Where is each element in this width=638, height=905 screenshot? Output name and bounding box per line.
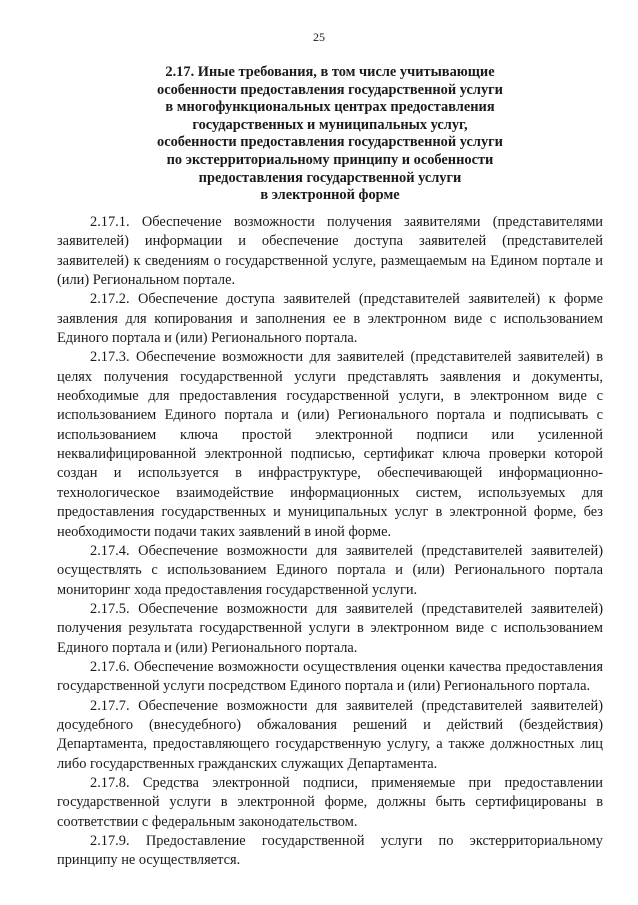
page-number: 25 — [313, 30, 325, 44]
paragraph-2-17-2: 2.17.2. Обеспечение доступа заявителей (представителей заявителей) к форме заявления для копирования и заполнения ее в электронном виде с использованием Единого портала и (или) Регионального портала. — [57, 291, 603, 347]
heading-line: 2.17. Иные требования, в том числе учитывающие — [165, 64, 495, 80]
paragraph-2-17-6: 2.17.6. Обеспечение возможности осуществления оценки качества предоставления государственной услуги посредством Единого портала и (или) Регионального портала. — [57, 658, 603, 695]
heading-line: в многофункциональных центрах предоставления — [165, 99, 495, 116]
paragraph-2-17-9: 2.17.9. Предоставление государственной услуги по экстерриториальному принципу не осуществляется. — [57, 833, 603, 869]
heading-line: особенности предоставления государственной услуги — [157, 81, 503, 98]
paragraph-2-17-3: 2.17.3. Обеспечение возможности для заявителей (представителей заявителей) в целях получения государственной услуги представлять заявления и документы, необходимые для предоставления государственной услуги, в электронном виде с использованием Единого портала и (или) Регионального портала и подписывать с использованием ключа простой электронной подписи или усиленной неквалифицированной электронной подписью, сертификат ключа проверки которой создан и используется в инфраструктуре, обеспечивающей информационно-технологическое взаимодействие информационных систем, используемых для предоставления государственных и муниципальных услуг в электронной форме, без необходимости подачи таких заявлений в иной форме. — [57, 349, 603, 540]
heading-line: особенности предоставления государственной услуги — [157, 134, 503, 151]
paragraph-2-17-5: 2.17.5. Обеспечение возможности для заявителей (представителей заявителей) получения результата государственной услуги в электронном виде с использованием Единого портала и (или) Регионального портала. — [57, 600, 603, 656]
heading-line: государственных и муниципальных услуг, — [192, 116, 468, 133]
body-text — [57, 213, 603, 871]
section-heading — [100, 64, 560, 205]
heading-line: в электронной форме — [260, 187, 400, 204]
heading-line: по экстерриториальному принципу и особенности — [166, 151, 494, 168]
heading-line: предоставления государственной услуги — [198, 169, 462, 186]
paragraph-2-17-7: 2.17.7. Обеспечение возможности для заявителей (представителей заявителей) досудебного (внесудебного) обжалования решений и действий (бездействия) Департамента, предоставляющего государственную услугу, а также должностных лиц либо государственных гражданских служащих Департамента. — [57, 697, 603, 772]
paragraph-2-17-4: 2.17.4. Обеспечение возможности для заявителей (представителей заявителей) осуществлять с использованием Единого портала и (или) Регионального портала мониторинг хода предоставления государственной услуги. — [57, 542, 603, 598]
paragraph-2-17-1: 2.17.1. Обеспечение возможности получения заявителями (представителями заявителей) информации и обеспечение доступа заявителей (представителей заявителей) к сведениям о государственной услуге, размещаемым на Едином портале и (или) Региональном портале. — [57, 214, 603, 289]
paragraph-2-17-8: 2.17.8. Средства электронной подписи, применяемые при предоставлении государственной услуги в электронной форме, должны быть сертифицированы в соответствии с федеральным законодательством. — [57, 774, 603, 830]
